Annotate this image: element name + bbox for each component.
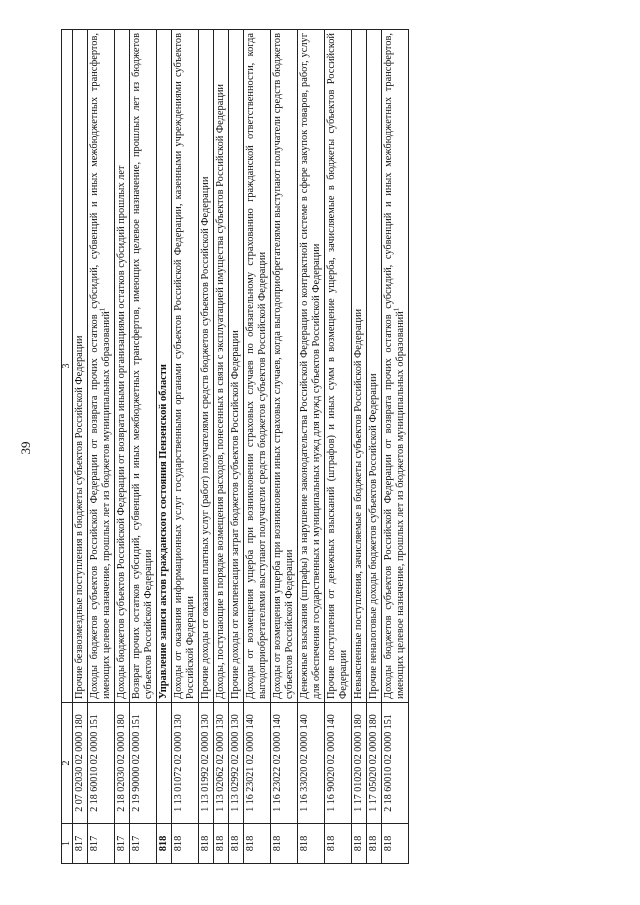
revenue-table — [61, 29, 409, 864]
admin-code-cell: 817 — [73, 824, 88, 864]
revenue-name-text: Возврат прочих остатков субсидий, субвенций и иных межбюджетных трансфертов, имеющих целевое назначение, прошлых лет из бюджетов субъектов Российской Федерации — [131, 33, 154, 699]
table-row — [172, 30, 199, 864]
revenue-name-text: Прочие неналоговые доходы бюджетов субъектов Российской Федерации — [368, 373, 379, 699]
revenue-name-cell — [199, 30, 214, 703]
revenue-name-text: Прочие доходы от оказания платных услуг (работ) получателями средств бюджетов субъектов Российской Федерации — [200, 176, 211, 699]
header-col-2: 2 — [62, 703, 73, 824]
table-row — [115, 30, 130, 864]
revenue-code-cell: 1 13 01992 02 0000 130 — [199, 703, 214, 824]
revenue-name-cell — [382, 30, 409, 703]
table-row — [298, 30, 325, 864]
revenue-name-cell — [73, 30, 88, 703]
footnote-marker: 1 — [98, 307, 107, 312]
admin-code-cell: 818 — [199, 824, 214, 864]
table-row — [214, 30, 229, 864]
revenue-name-text: Доходы бюджетов субъектов Российской Федерации от возврата иными организациями остатков субсидий прошлых лет — [116, 165, 127, 699]
admin-code-cell: 818 — [298, 824, 325, 864]
admin-code-cell: 818 — [382, 824, 409, 864]
revenue-code-cell: 1 13 02992 02 0000 130 — [229, 703, 244, 824]
revenue-name-cell — [88, 30, 115, 703]
revenue-name-text: Невыясненные поступления, зачисляемые в бюджеты субъектов Российской Федерации — [353, 308, 364, 699]
header-col-1: 1 — [62, 824, 73, 864]
revenue-name-cell — [244, 30, 271, 703]
revenue-name-text: Доходы бюджетов субъектов Российской Федерации от возврата прочих остатков субсидий, субвенций и иных межбюджетных трансфертов, имеющих целевое назначение, прошлых лет из бюджетов муниципальных образований — [383, 33, 406, 699]
revenue-code-cell: 2 18 60010 02 0000 151 — [88, 703, 115, 824]
revenue-name-cell — [214, 30, 229, 703]
revenue-name-text: Доходы от возмещения ущерба при возникновении иных страховых случаев, когда выгодоприобретателями выступают получатели средств бюджетов субъектов Российской Федерации — [272, 33, 295, 699]
admin-code-cell: 818 — [325, 824, 352, 864]
revenue-code-cell: 1 17 05020 02 0000 180 — [367, 703, 382, 824]
table-row — [271, 30, 298, 864]
header-col-3: 3 — [62, 30, 73, 703]
admin-code-cell: 817 — [88, 824, 115, 864]
revenue-code-cell: 1 17 01020 02 0000 180 — [352, 703, 367, 824]
revenue-code-cell: 1 16 23022 02 0000 140 — [271, 703, 298, 824]
revenue-name-cell — [157, 30, 172, 703]
revenue-name-text: Прочие доходы от компенсации затрат бюджетов субъектов Российской Федерации — [230, 330, 241, 699]
admin-code-cell: 818 — [244, 824, 271, 864]
revenue-code-cell: 2 19 90000 02 0000 151 — [130, 703, 157, 824]
revenue-code-cell: 1 13 02062 02 0000 130 — [214, 703, 229, 824]
revenue-code-cell: 2 18 60010 02 0000 151 — [382, 703, 409, 824]
revenue-table-body — [62, 30, 409, 864]
table-header-row — [62, 30, 73, 864]
admin-code-cell: 817 — [115, 824, 130, 864]
revenue-name-cell — [325, 30, 352, 703]
table-row — [73, 30, 88, 864]
admin-code-cell: 817 — [130, 824, 157, 864]
revenue-code-cell: 2 18 02030 02 0000 180 — [115, 703, 130, 824]
rotated-table-container — [61, 29, 577, 864]
footnote-marker: 1 — [392, 307, 401, 312]
revenue-code-cell: 1 13 01072 02 0000 130 — [172, 703, 199, 824]
revenue-name-cell — [367, 30, 382, 703]
admin-code-cell: 818 — [172, 824, 199, 864]
admin-code-cell: 818 — [157, 824, 172, 864]
revenue-name-cell — [115, 30, 130, 703]
table-row — [325, 30, 352, 864]
revenue-code-cell: 1 16 23021 02 0000 140 — [244, 703, 271, 824]
admin-code-cell: 818 — [352, 824, 367, 864]
table-row — [229, 30, 244, 864]
revenue-code-cell: 2 07 02030 02 0000 180 — [73, 703, 88, 824]
revenue-name-cell — [229, 30, 244, 703]
revenue-code-cell — [157, 703, 172, 824]
revenue-name-cell — [271, 30, 298, 703]
admin-code-cell: 818 — [271, 824, 298, 864]
revenue-name-text: Доходы от оказания информационных услуг государственными органами субъектов Российской Федерации, казенными учреждениями субъектов Российской Федерации — [173, 33, 196, 699]
revenue-name-cell — [298, 30, 325, 703]
table-row — [130, 30, 157, 864]
revenue-name-text: Денежные взыскания (штрафы) за нарушение законодательства Российской Федерации о контрактной системе в сфере закупок товаров, работ, услуг для обеспечения государственных и муниципальных нужд для нужд субъектов Российской Федерации — [299, 33, 322, 699]
table-row — [244, 30, 271, 864]
revenue-name-cell — [130, 30, 157, 703]
page-number: 39 — [18, 441, 33, 455]
section-header-row — [157, 30, 172, 864]
revenue-code-cell: 1 16 90020 02 0000 140 — [325, 703, 352, 824]
admin-code-cell: 818 — [214, 824, 229, 864]
revenue-name-text: Доходы, поступающие в порядке возмещения расходов, понесенных в связи с эксплуатацией имущества субъектов Российской Федерации — [215, 84, 226, 699]
revenue-name-text: Прочие безвозмездные поступления в бюджеты субъектов Российской Федерации — [74, 335, 85, 699]
revenue-code-cell: 1 16 33020 02 0000 140 — [298, 703, 325, 824]
admin-code-cell: 818 — [229, 824, 244, 864]
table-row — [88, 30, 115, 864]
revenue-name-text: Доходы от возмещения ущерба при возникновении страховых случаев по обязательному страхованию гражданской ответственности, когда выгодоприобретателями выступают получатели средств бюджетов субъектов Российской Федерации — [245, 33, 268, 699]
table-row — [367, 30, 382, 864]
admin-code-cell: 818 — [367, 824, 382, 864]
revenue-name-cell — [352, 30, 367, 703]
revenue-name-text: Прочие поступления от денежных взысканий (штрафов) и иных сумм в возмещение ущерба, зачисляемые в бюджеты субъектов Российской Федерации — [326, 33, 349, 699]
table-row — [352, 30, 367, 864]
table-row — [382, 30, 409, 864]
revenue-name-text: Доходы бюджетов субъектов Российской Федерации от возврата прочих остатков субсидий, субвенций и иных межбюджетных трансфертов, имеющих целевое назначение, прошлых лет из бюджетов муниципальных образований — [89, 33, 112, 699]
table-row — [199, 30, 214, 864]
revenue-name-cell — [172, 30, 199, 703]
revenue-name-text: Управление записи актов гражданского состояния Пензенской области — [158, 364, 169, 699]
